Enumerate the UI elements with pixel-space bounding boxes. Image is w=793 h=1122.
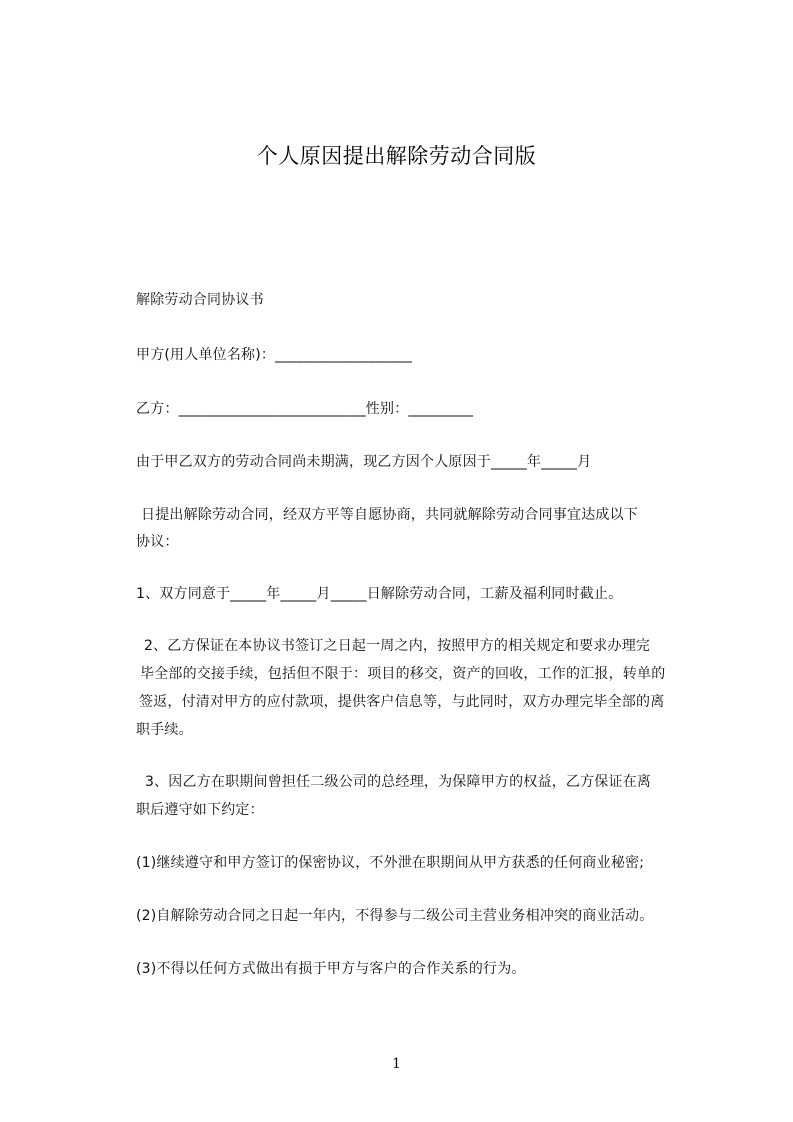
clause-2-line-1: 2、乙方保证在本协议书签订之日起一周之内，按照甲方的相关规定和要求办理完 (144, 638, 651, 654)
clause-3-line-2: 职后遵守如下约定： (136, 802, 264, 818)
party-a-line: 甲方(用人单位名称)：___________________ (136, 347, 412, 363)
reason-paragraph-line-1: 由于甲乙双方的劳动合同尚未期满，现乙方因个人原因于_____年_____月 (136, 454, 592, 470)
reason-paragraph-line-2: 日提出解除劳动合同，经双方平等自愿协商，共同就解除劳动合同事宜达成以下 (141, 507, 638, 523)
sub-clause-3: (3)不得以任何方式做出有损于甲方与客户的合作关系的行为。 (136, 961, 526, 977)
clause-2-line-2: 毕全部的交接手续，包括但不限于：项目的移交，资产的回收，工作的汇报，转单的 (140, 666, 666, 682)
clause-2-line-3: 签返，付清对甲方的应付款项，提供客户信息等，与此同时，双方办理完毕全部的离 (139, 694, 665, 710)
document-title: 个人原因提出解除劳动合同版 (256, 144, 537, 168)
page-number: 1 (392, 1056, 401, 1072)
sub-clause-1: (1)继续遵守和甲方签订的保密协议，不外泄在职期间从甲方获悉的任何商业秘密; (136, 855, 645, 871)
clause-3-line-1: 3、因乙方在职期间曾担任二级公司的总经理，为保障甲方的权益，乙方保证在离 (145, 774, 652, 790)
sub-clause-2: (2)自解除劳动合同之日起一年内，不得参与二级公司主营业务相冲突的商业活动。 (136, 908, 654, 924)
clause-1: 1、双方同意于_____年_____月_____日解除劳动合同，工薪及福利同时截止。 (136, 586, 623, 602)
party-b-line: 乙方：__________________________性别：_________ (136, 401, 474, 417)
clause-2-line-4: 职手续。 (136, 722, 193, 738)
agreement-heading: 解除劳动合同协议书 (136, 292, 264, 308)
reason-paragraph-line-3: 协议： (136, 534, 179, 550)
